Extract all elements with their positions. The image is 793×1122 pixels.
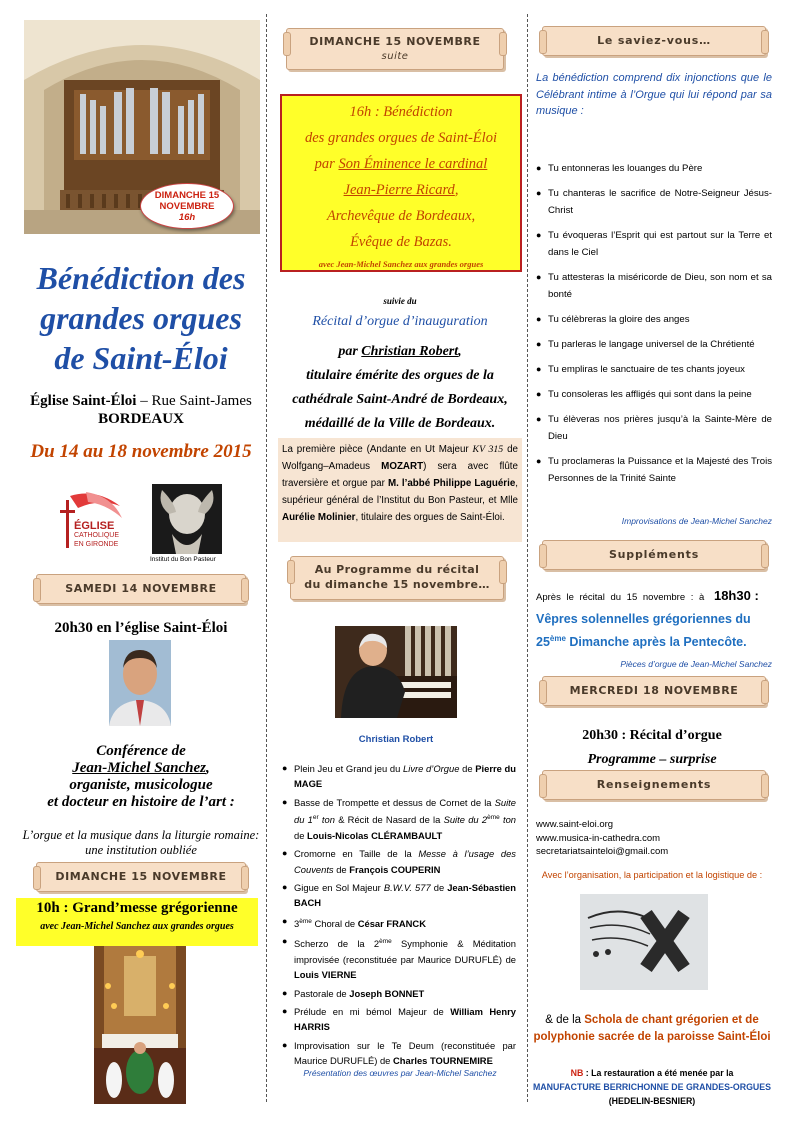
thanks-text: Avec l’organisation, la participation et la logistique de : (541, 870, 763, 880)
program-item-sup1: ème (299, 917, 312, 925)
banner-sunday-suite (286, 28, 504, 70)
musica-logo (580, 894, 708, 990)
date-bubble-line2: NOVEMBRE (159, 201, 215, 212)
contacts (536, 818, 668, 859)
program-item (282, 795, 516, 843)
recital-desc-line1: titulaire émérite des orgues de la (306, 368, 494, 383)
diocese-logo-line2: CATHOLIQUE (74, 532, 119, 539)
conference-line3: organiste, musicologue (69, 777, 213, 793)
blessing-line2: des grandes orgues de Saint-Éloi (305, 130, 497, 146)
conference-topic-line1: L’orgue et la musique dans la liturgie romaine: (22, 828, 260, 842)
schola-text (532, 1012, 772, 1046)
recital-by-line (276, 340, 524, 364)
injunction-item: ● Tu évoqueras l’Esprit qui est partout sur la Terre et dans le Ciel (536, 227, 772, 261)
right-column (532, 14, 776, 1106)
supp-text: Après le récital du 15 novembre : à (536, 592, 710, 603)
venue (22, 392, 260, 428)
program-item-bold: William Henry HARRIS (294, 1006, 516, 1033)
program-item-bold: César FRANCK (357, 917, 426, 929)
program-item-a: Basse de Trompette et dessus de Cornet de la (294, 796, 495, 808)
schola-name: Schola de chant grégorien et de polyphonie sacrée de la paroisse Saint-Éloi (533, 1014, 771, 1043)
column-separator-right (527, 14, 528, 1102)
program-item (282, 761, 516, 792)
first-piece-abbe: M. l’abbé Philippe Laguérie (387, 478, 516, 489)
city: BORDEAUX (98, 411, 184, 427)
program-item-bold: Charles TOURNEMIRE (392, 1055, 493, 1067)
vespers (536, 610, 772, 652)
saturday-event: 20h30 en l’église Saint-Éloi (54, 620, 228, 636)
program-item-b: de (459, 763, 476, 774)
program-item-sup2: ème (487, 814, 500, 822)
conference-line1: Conférence de (96, 743, 186, 759)
injunction-item: ● Tu attesteras la miséricorde de Dieu, son nom et sa bonté (536, 269, 772, 303)
recital-by-suffix: , (458, 344, 462, 359)
injunction-item: ● Tu empliras le sanctuaire de tes chants joyeux (536, 361, 772, 378)
first-piece-p2: de Wolfgang–Amadeus (282, 444, 518, 472)
program-item-a: Prélude en mi bémol Majeur de (294, 1006, 451, 1018)
mass-box (16, 898, 258, 946)
blessing-line3 (282, 151, 520, 177)
program-item-a: Gigue en Sol Majeur (294, 881, 384, 893)
banner-program-line1: Au Programme du récital (314, 563, 480, 576)
church-name: Église Saint-Éloi (30, 393, 137, 409)
mass-title: 10h : Grand’messe grégorienne (36, 900, 238, 916)
contact-musica[interactable]: www.musica-in-cathedra.com (536, 832, 661, 844)
schola-prefix: & de la (545, 1014, 585, 1026)
first-piece-kv: KV 315 (472, 444, 504, 455)
column-separator-left (266, 14, 267, 1102)
conference-speaker: Jean-Michel Sanchez (72, 760, 206, 776)
ibp-logo-caption: Institut du Bon Pasteur (150, 556, 216, 563)
festival-dates: Du 14 au 18 novembre 2015 (30, 441, 252, 462)
banner-program-line2: du dimanche 15 novembre… (304, 578, 490, 591)
main-title-line1: Bénédiction des (36, 260, 246, 296)
program-item-bold: François COUPERIN (349, 863, 441, 875)
banner-sunday: DIMANCHE 15 NOVEMBRE (36, 862, 246, 892)
program-item-b: Symphonie & Méditation improvisée (reconstituée par Maurice DURUFLÉ) de (294, 938, 516, 965)
injunction-item: ● Tu parleras le langage universel de la Chrétienté (536, 336, 772, 353)
diocese-logo (56, 488, 126, 556)
banner-wednesday: MERCREDI 18 NOVEMBRE (542, 676, 766, 706)
blessing-line1: 16h : Bénédiction (349, 104, 453, 120)
first-piece-p1: La première pièce (Andante en Ut Majeur (282, 444, 473, 455)
banner-info: Renseignements (542, 770, 766, 800)
conference-topic-line2: une institution oubliée (85, 843, 197, 857)
program-item-bold: Jean-Sébastien BACH (294, 881, 516, 909)
injunction-item: ● Tu célèbreras la gloire des anges (536, 311, 772, 328)
first-piece-p5: , titulaire des orgues de Saint-Éloi. (355, 512, 505, 523)
vespers-b: Dimanche après la Pentecôte. (565, 635, 747, 650)
main-title-line3: de Saint-Éloi (54, 340, 228, 376)
diocese-logo-line3: EN GIRONDE (74, 541, 119, 548)
first-piece-box (278, 438, 522, 542)
nb-line (532, 1066, 772, 1080)
recital-title: Récital d’orgue d’inauguration (312, 314, 488, 329)
contact-website[interactable]: www.saint-eloi.org (536, 819, 614, 830)
supp-time: 18h30 : (713, 588, 759, 603)
conference-speaker-line (22, 760, 260, 777)
program-item-bold: Joseph BONNET (349, 987, 425, 999)
program-item (282, 1038, 516, 1069)
program-item-i: Suite du 1 (294, 796, 516, 826)
street: – Rue Saint-James (136, 393, 252, 409)
program-item-i4: ton (499, 814, 517, 826)
supp-line (536, 588, 772, 603)
vespers-sup: ème (549, 634, 566, 643)
blessing-line4-suffix: , (454, 182, 459, 198)
program-item (282, 1004, 516, 1035)
recital-by: Christian Robert (361, 344, 459, 359)
program-item-i2: ton (318, 814, 335, 826)
injunction-item: ● Tu élèveras nos prières jusqu’à la Sainte-Mère de Dieu (536, 411, 772, 445)
left-column (22, 14, 260, 1102)
cardinal-link[interactable]: Son Éminence le cardinal (338, 156, 488, 172)
organist-photo (335, 626, 457, 718)
wednesday-event: 20h30 : Récital d’orgue (582, 728, 722, 743)
conference (22, 743, 260, 811)
program-item (282, 880, 516, 911)
banner-sunday-suite-sub: suite (381, 51, 409, 62)
injunction-list (536, 160, 772, 495)
first-piece-molinier: Aurélie Molinier (282, 512, 356, 523)
blessing-line6: Évêque de Bazas. (350, 234, 452, 250)
program-item-i: Livre d’Orgue (403, 763, 460, 774)
program-item-b: & Récit de Nasard de la (334, 814, 444, 826)
program-item-i: B.W.V. 577 (383, 881, 431, 893)
intro-text: La bénédiction comprend dix injonctions que le Célébrant intime à l’Orgue qui lui répond par sa musique : (536, 72, 772, 117)
banner-program (290, 556, 504, 600)
nb-text: : La restauration a été menée par la (583, 1068, 734, 1078)
recital-info (276, 340, 524, 436)
program-item-i3: Suite du 2 (443, 814, 488, 826)
date-bubble-line1: DIMANCHE 15 (154, 190, 220, 201)
diocese-logo-line1: ÉGLISE (74, 520, 115, 532)
blessing-line3-prefix: par (314, 156, 339, 172)
injunction-item: ● Tu chanteras le sacrifice de Notre-Seigneur Jésus-Christ (536, 185, 772, 219)
date-bubble (140, 183, 234, 229)
manufacturer-sub: (HEDELIN-BESNIER) (608, 1096, 696, 1106)
banner-saturday: SAMEDI 14 NOVEMBRE (36, 574, 246, 604)
organ-pieces-credit: Pièces d’orgue de Jean-Michel Sanchez (620, 659, 772, 669)
program-item-a: Scherzo de la 2 (294, 938, 380, 950)
program-list (282, 761, 516, 1072)
conference-speaker-suffix: , (206, 760, 210, 776)
nb-block (532, 1066, 772, 1108)
program-item-i: Messe à l’usage des Couvents (294, 848, 516, 875)
ibp-logo (152, 484, 222, 554)
program-item (282, 914, 516, 932)
program-item-a: 3 (294, 917, 300, 929)
program-item-bold: Pierre du MAGE (294, 763, 517, 790)
banner-did-you-know: Le saviez-vous… (542, 26, 766, 56)
program-item-sup1: er (312, 814, 319, 822)
program-item-a: Pastorale de (294, 987, 350, 999)
program-item-a: Cromorne en Taille de la (294, 848, 419, 860)
main-title-line2: grandes orgues (40, 300, 242, 336)
organist-caption: Christian Robert (358, 734, 434, 745)
main-title (22, 258, 260, 378)
followed-by: suivie du (383, 296, 417, 306)
program-item-sup1: ème (379, 938, 392, 946)
blessing-line4 (282, 177, 520, 203)
program-item (282, 986, 516, 1001)
contact-email[interactable]: secretariatsainteloi@gmail.com (536, 846, 669, 857)
program-item (282, 934, 516, 982)
blessing-box (280, 94, 522, 272)
speaker-photo (109, 640, 171, 726)
first-piece-p4: , supérieur général de l’Institut du Bon Pasteur, et Mlle (282, 478, 518, 506)
manufacturer: MANUFACTURE BERRICHONNE DE GRANDES-ORGUES (532, 1082, 771, 1092)
first-piece-mozart: MOZART (381, 461, 424, 472)
blessing-note: avec Jean-Michel Sanchez aux grandes orgues (318, 259, 484, 269)
program-item-b: de (430, 881, 448, 893)
program-item-b: de (333, 863, 350, 875)
improv-credit: Improvisations de Jean-Michel Sanchez (621, 516, 772, 526)
ricard-link[interactable]: Jean-Pierre Ricard (343, 182, 455, 198)
date-bubble-line3: 16h (178, 212, 196, 223)
program-item-c: de (294, 829, 308, 841)
blessing-line5: Archevêque de Bordeaux, (326, 208, 476, 224)
recital-desc-line2: cathédrale Saint-André de Bordeaux, (292, 392, 508, 407)
program-item-bold: Louis VIERNE (294, 969, 357, 981)
program-item (282, 846, 516, 877)
nb-label: NB (570, 1068, 584, 1078)
program-item-bold: Louis-Nicolas CLÉRAMBAULT (307, 829, 443, 841)
conference-topic (22, 828, 260, 858)
program-item-a: Improvisation sur le Te Deum (reconstituée par Maurice DURUFLÉ) de (294, 1039, 516, 1067)
recital-by-prefix: par (338, 344, 362, 359)
presentation-credit: Présentation des œuvres par Jean-Michel Sanchez (303, 1068, 497, 1078)
banner-supplements: Suppléments (542, 540, 766, 570)
injunction-item: ● Tu entonneras les louanges du Père (536, 160, 772, 177)
program-item-a: Plein Jeu et Grand jeu du (294, 763, 404, 774)
wednesday-program: Programme – surprise (587, 752, 717, 767)
injunction-item: ● Tu proclameras la Puissance et la Majesté des Trois Personnes de la Trinité Sainte (536, 453, 772, 487)
recital-desc-line3: médaillé de la Ville de Bordeaux. (304, 416, 496, 431)
mass-photo (94, 946, 186, 1104)
banner-sunday-suite-title: DIMANCHE 15 NOVEMBRE (309, 35, 481, 48)
mass-sub: avec Jean-Michel Sanchez aux grandes orgues (40, 921, 234, 932)
program-item-b: Choral de (311, 917, 358, 929)
first-piece-p3: ) sera avec flûte traversière et orgue par (282, 461, 518, 489)
injunction-item: ● Tu consoleras les affligés qui sont dans la peine (536, 386, 772, 403)
conference-line4: et docteur en histoire de l’art : (47, 794, 235, 810)
middle-column (276, 14, 524, 1102)
venue-line (22, 392, 260, 410)
vespers-a: Vêpres solennelles grégoriennes du 25 (536, 612, 751, 650)
